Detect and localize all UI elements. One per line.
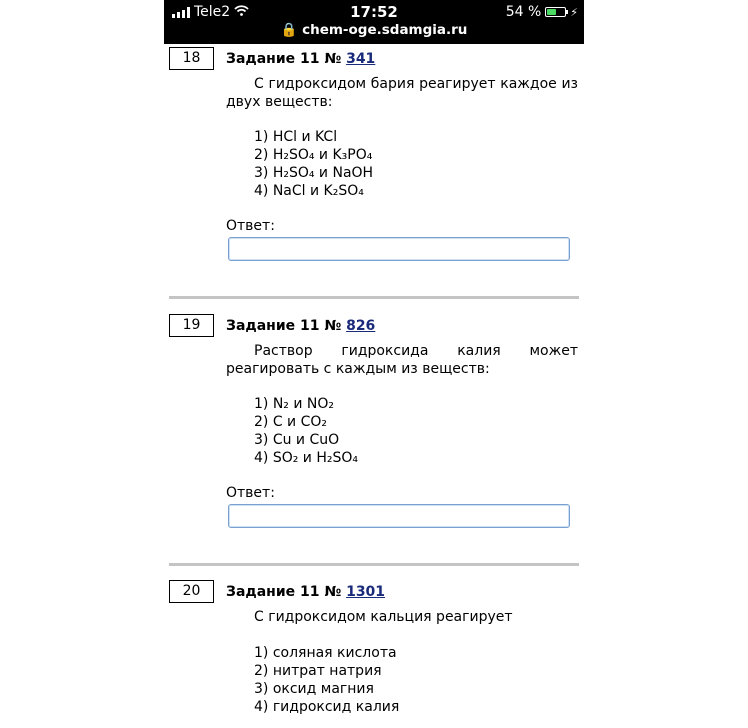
question-title: Задание 11 № 826 (226, 318, 376, 334)
option: 1) соляная кислота (254, 645, 397, 661)
question-title: Задание 11 № 1301 (226, 584, 386, 600)
answer-options (254, 128, 373, 200)
question-link[interactable]: 341 (346, 51, 376, 67)
question-link[interactable]: 1301 (346, 584, 386, 600)
option: 1) N₂ и NO₂ (254, 396, 335, 412)
option: 4) SO₂ и H₂SO₄ (254, 450, 358, 466)
question-text: С гидроксидом кальция реагирует (254, 609, 513, 625)
question-number: 19 (169, 314, 214, 337)
option: 3) Cu и CuO (254, 432, 340, 448)
option: 2) H₂SO₄ и K₃PO₄ (254, 147, 373, 163)
address-bar[interactable] (164, 22, 584, 38)
answer-input[interactable] (228, 504, 570, 528)
answer-options (254, 395, 358, 467)
question-title: Задание 11 № 341 (226, 51, 376, 67)
question-number: 18 (169, 47, 214, 70)
battery-status (506, 4, 578, 20)
answer-label: Ответ: (226, 218, 275, 234)
option: 4) NaCl и K₂SO₄ (254, 183, 364, 199)
option: 1) HCl и KCl (254, 129, 338, 145)
url-text: chem-oge.sdamgia.ru (302, 22, 468, 38)
option: 3) оксид магния (254, 681, 374, 697)
question-text: С гидроксидом бария реагирует каждое из двух веществ: (226, 76, 578, 110)
answer-input[interactable] (228, 237, 570, 261)
question-text: Раствор гидроксида калия может реагировать с каждым из веществ: (226, 343, 578, 377)
status-bar (164, 0, 584, 44)
option: 2) нитрат натрия (254, 663, 382, 679)
clock: 17:52 (350, 3, 398, 21)
divider (169, 296, 579, 299)
option: 2) C и CO₂ (254, 414, 328, 430)
battery-icon (545, 7, 566, 17)
option: 4) гидроксид калия (254, 699, 400, 715)
question-number: 20 (169, 580, 214, 603)
charging-icon: ⚡ (570, 5, 578, 19)
answer-options (254, 644, 399, 716)
question-link[interactable]: 826 (346, 318, 376, 334)
lock-icon: 🔒 (280, 22, 298, 38)
carrier-name: Tele2 (194, 4, 231, 20)
battery-percent: 54 % (505, 4, 542, 20)
option: 3) H₂SO₄ и NaOH (254, 165, 374, 181)
answer-label: Ответ: (226, 485, 275, 501)
divider (169, 563, 579, 566)
